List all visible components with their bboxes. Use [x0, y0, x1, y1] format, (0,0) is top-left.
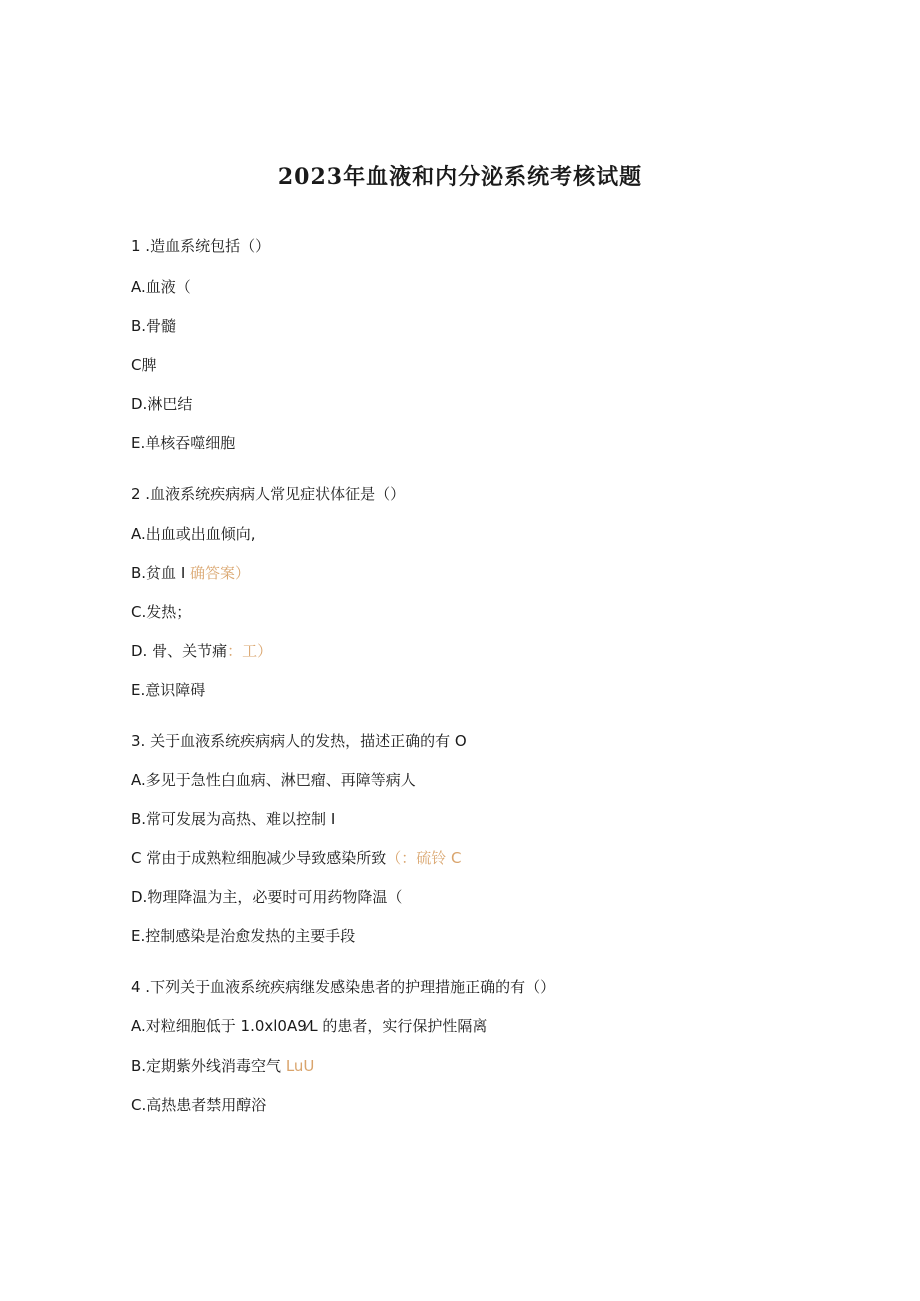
question-4: 4 .下列关于血液系统疾病继发感染患者的护理措施正确的有（） — [131, 978, 556, 996]
option-1a: A.血液（ — [131, 278, 191, 296]
option-4c: C.高热患者禁用醇浴 — [131, 1096, 267, 1114]
option-3b: B.常可发展为高热、难以控制 I — [131, 810, 336, 828]
option-2b: B.贫血 I 确答案） — [131, 564, 251, 582]
option-2c: C.发热； — [131, 603, 192, 621]
option-1c: C脾 — [131, 356, 157, 374]
option-2a: A.出血或出血倾向, — [131, 525, 256, 543]
question-2: 2 .血液系统疾病病人常见症状体征是（） — [131, 485, 406, 503]
option-1e: E.单核吞噬细胞 — [131, 434, 236, 452]
question-3: 3. 关于血液系统疾病病人的发热，描述正确的有 O — [131, 732, 467, 750]
option-2d: D. 骨、关节痛：工） — [131, 642, 273, 660]
option-3c: C 常由于成熟粒细胞减少导致感染所致（：硫铃 C — [131, 849, 462, 867]
option-3e: E.控制感染是治愈发热的主要手段 — [131, 927, 356, 945]
option-1d: D.淋巴结 — [131, 395, 193, 413]
option-3a: A.多见于急性白血病、淋巴瘤、再障等病人 — [131, 771, 416, 789]
page-title: 2023年血液和内分泌系统考核试题 — [277, 164, 643, 190]
question-1: 1 .造血系统包括（） — [131, 237, 271, 255]
option-1b: B.骨髓 — [131, 317, 177, 335]
option-4a: A.对粒细胞低于 1.0xl0A9⁄L 的患者，实行保护性隔离 — [131, 1017, 488, 1035]
option-4b: B.定期紫外线消毒空气 LuU — [131, 1057, 315, 1075]
option-2e: E.意识障碍 — [131, 681, 206, 699]
option-3d: D.物理降温为主，必要时可用药物降温（ — [131, 888, 403, 906]
